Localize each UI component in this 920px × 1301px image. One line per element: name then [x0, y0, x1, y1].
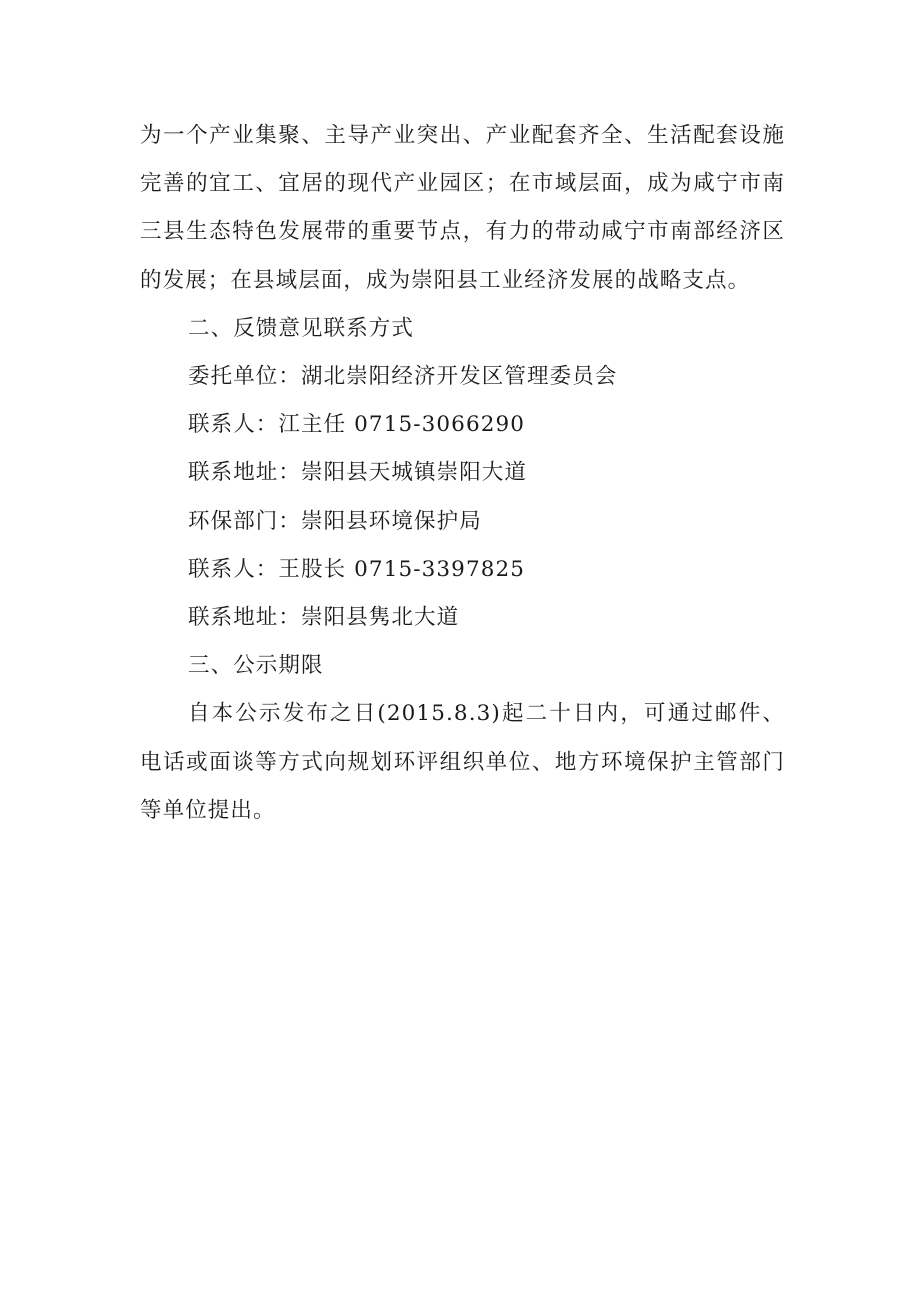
section-heading-feedback: 二、反馈意见联系方式: [188, 315, 415, 341]
contact-address-line-2: 联系地址：崇阳县隽北大道: [188, 605, 460, 631]
commissioning-unit-line: 委托单位：湖北崇阳经济开发区管理委员会: [188, 364, 618, 390]
contact-person-line-1: 联系人：江主任 0715-3066290: [188, 412, 526, 438]
paragraph-intro-continuation: 为一个产业集聚、主导产业突出、产业配套齐全、生活配套设施完善的宜工、宜居的现代产业园区；在市域层面，成为咸宁市南三县生态特色发展带的重要节点，有力的带动咸宁市南部经济区的发展；在县域层面，成为崇阳县工业经济发展的战略支点。: [140, 123, 785, 293]
contact-address-line-1: 联系地址：崇阳县天城镇崇阳大道: [188, 460, 528, 486]
contact-person-line-2: 联系人：王股长 0715-3397825: [188, 556, 526, 582]
document-body: [140, 112, 785, 835]
environmental-department-line: 环保部门：崇阳县环境保护局: [188, 508, 482, 534]
section-heading-period: 三、公示期限: [188, 653, 324, 679]
period-description: 自本公示发布之日(2015.8.3)起二十日内，可通过邮件、电话或面谈等方式向规划环评组织单位、地方环境保护主管部门等单位提出。: [140, 701, 785, 823]
